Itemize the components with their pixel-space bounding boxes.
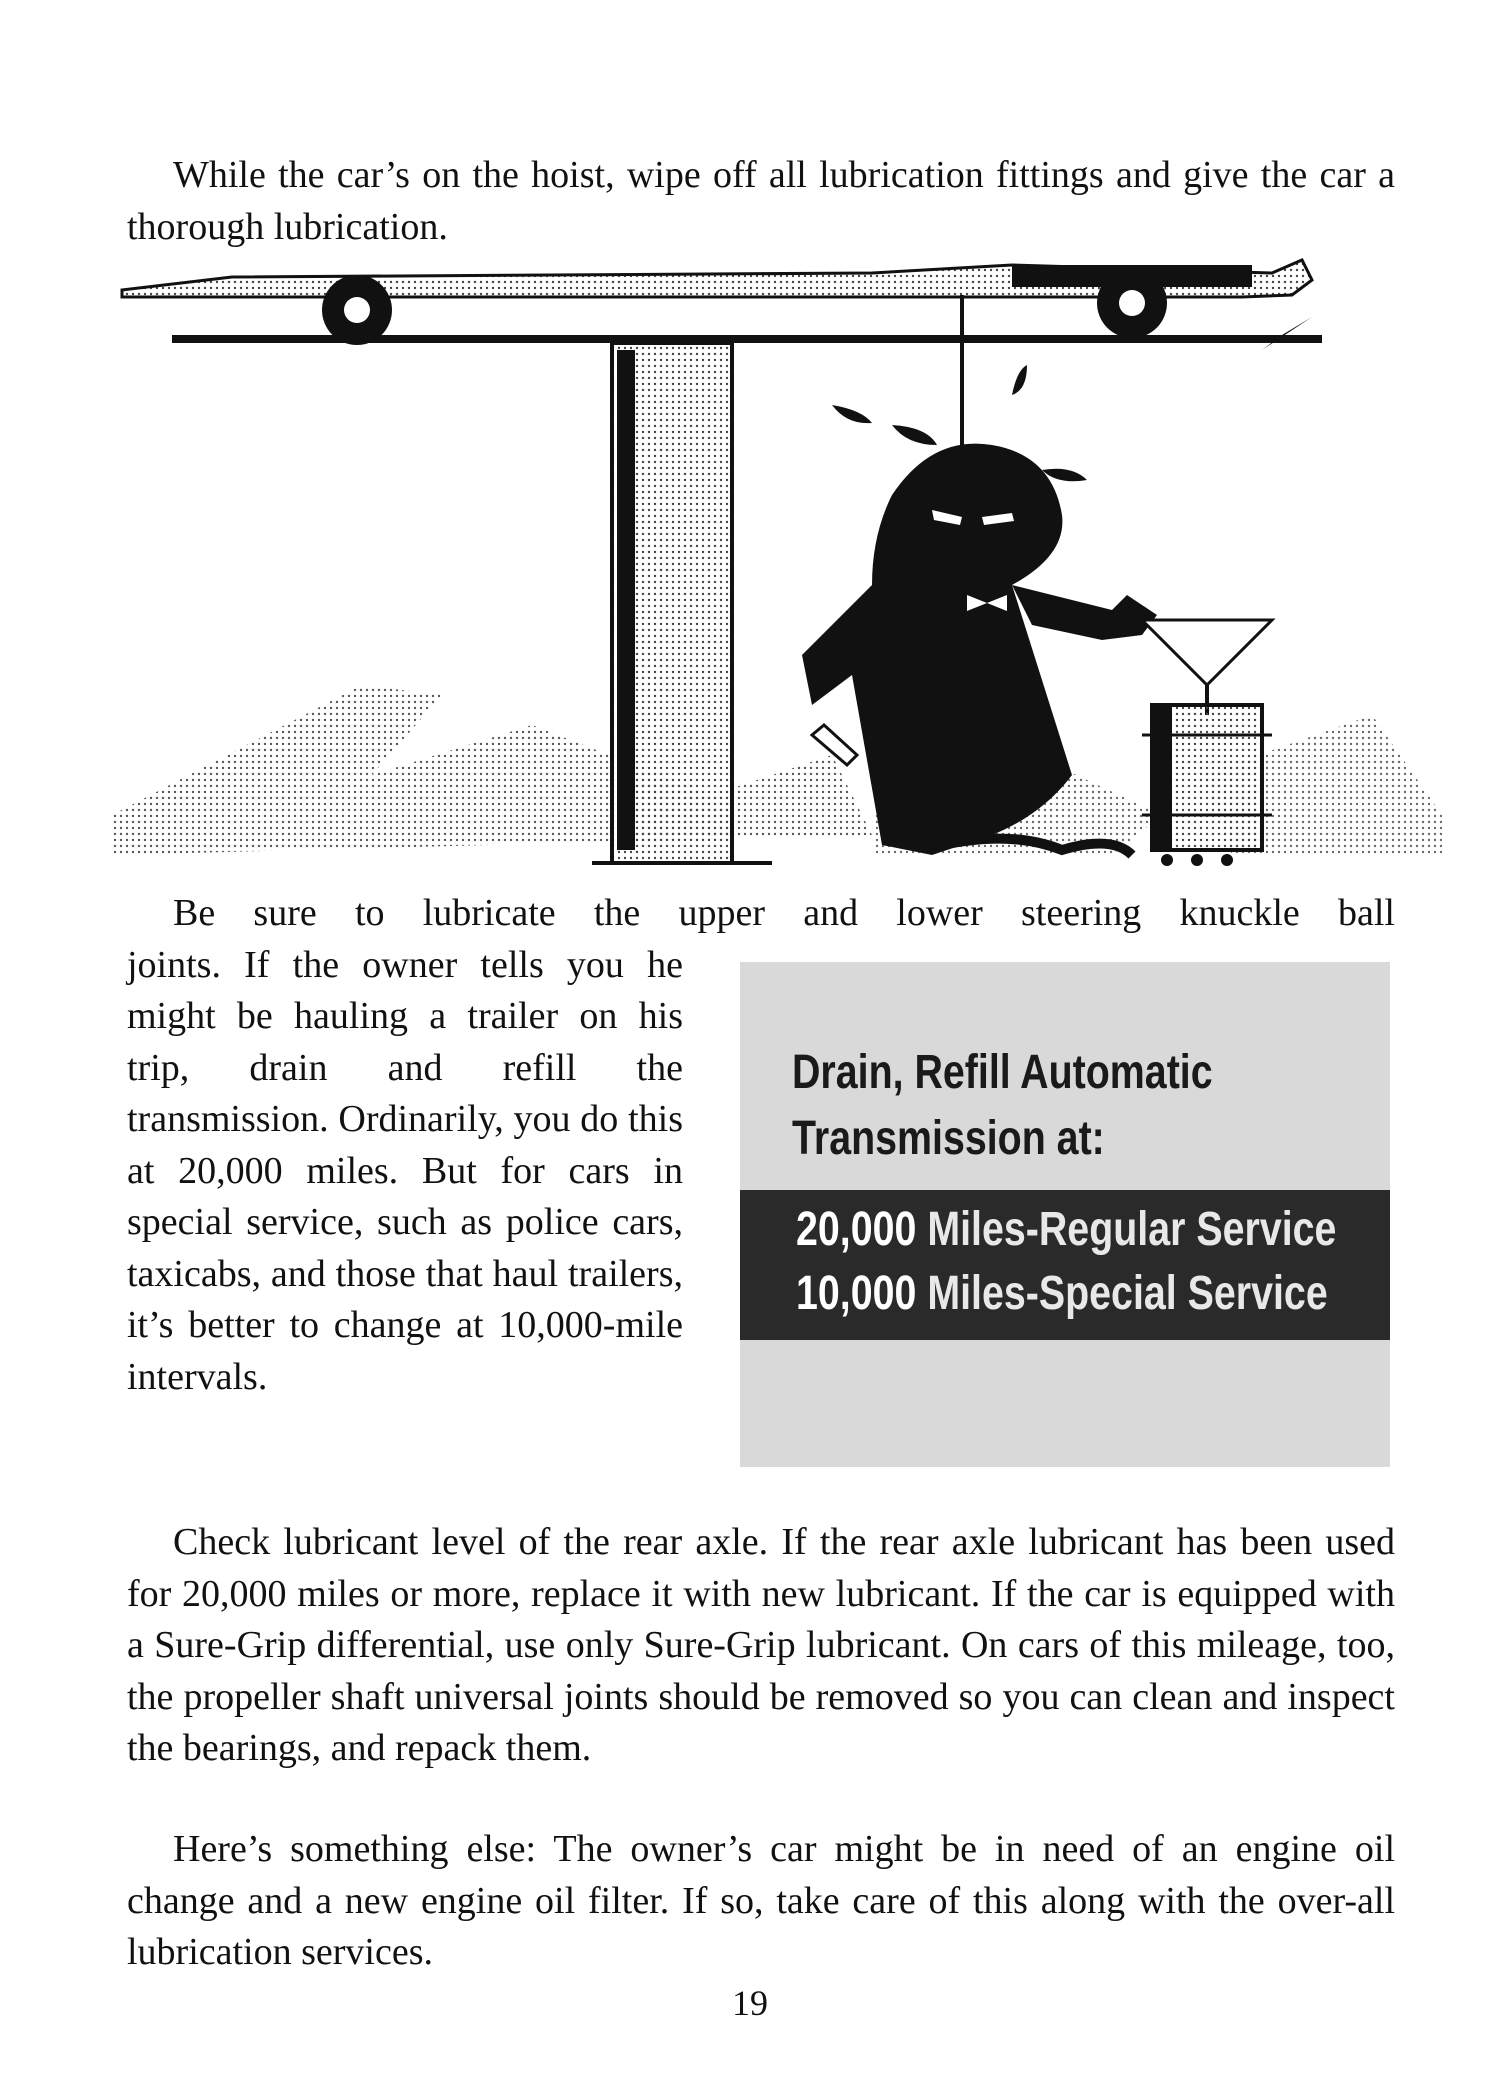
paragraph-transmission-service: joints. If the owner tells you he might be hauling a trailer on his trip, drain and refill the transmission. Ordinarily, you do this at 20,000 miles. But for cars in special service, such as police cars, taxicabs, and those that haul trailers, it’s better to change at 10,000-mile intervals. bbox=[127, 943, 683, 1398]
special-service-label: Miles-Special Service bbox=[927, 1267, 1328, 1320]
paragraph-steering-knuckle-first-line bbox=[127, 888, 1395, 940]
paragraph-engine-oil bbox=[127, 1824, 1395, 1979]
box-heading bbox=[792, 1040, 1251, 1172]
box-heading-line1: Drain, Refill Automatic bbox=[792, 1046, 1213, 1099]
box-heading-line2: Transmission at: bbox=[792, 1112, 1105, 1165]
page-number: 19 bbox=[732, 1983, 768, 2023]
service-interval-band bbox=[740, 1190, 1390, 1340]
special-service-row bbox=[796, 1266, 1328, 1321]
paragraph-text: While the car’s on the hoist, wipe off all lubrication fittings and give the car a thorough lubrication. bbox=[127, 154, 1395, 248]
regular-service-row bbox=[796, 1202, 1336, 1257]
paragraph-hoist-lubrication bbox=[127, 150, 1395, 253]
paragraph-text: Be sure to lubricate the upper and lower steering knuckle ball bbox=[173, 892, 1395, 934]
transmission-service-box bbox=[740, 962, 1390, 1467]
special-service-miles: 10,000 bbox=[796, 1267, 917, 1320]
paragraph-rear-axle bbox=[127, 1517, 1395, 1775]
paragraph-text: Here’s something else: The owner’s car might be in need of an engine oil change and a new engine oil filter. If so, take care of this along with the over-all lubrication services. bbox=[127, 1828, 1395, 1973]
hoist-mechanic-illustration bbox=[112, 255, 1442, 880]
regular-service-label: Miles-Regular Service bbox=[927, 1203, 1337, 1256]
regular-service-miles: 20,000 bbox=[796, 1203, 917, 1256]
paragraph-text: Check lubricant level of the rear axle. If the rear axle lubricant has been used for 20,000 miles or more, replace it with new lubricant. If the car is equipped with a Sure-Grip differential, use only Sure-Grip lubricant. On cars of this mileage, too, the propeller shaft universal joints should be removed so you can clean and inspect the bearings, and repack them. bbox=[127, 1521, 1395, 1769]
